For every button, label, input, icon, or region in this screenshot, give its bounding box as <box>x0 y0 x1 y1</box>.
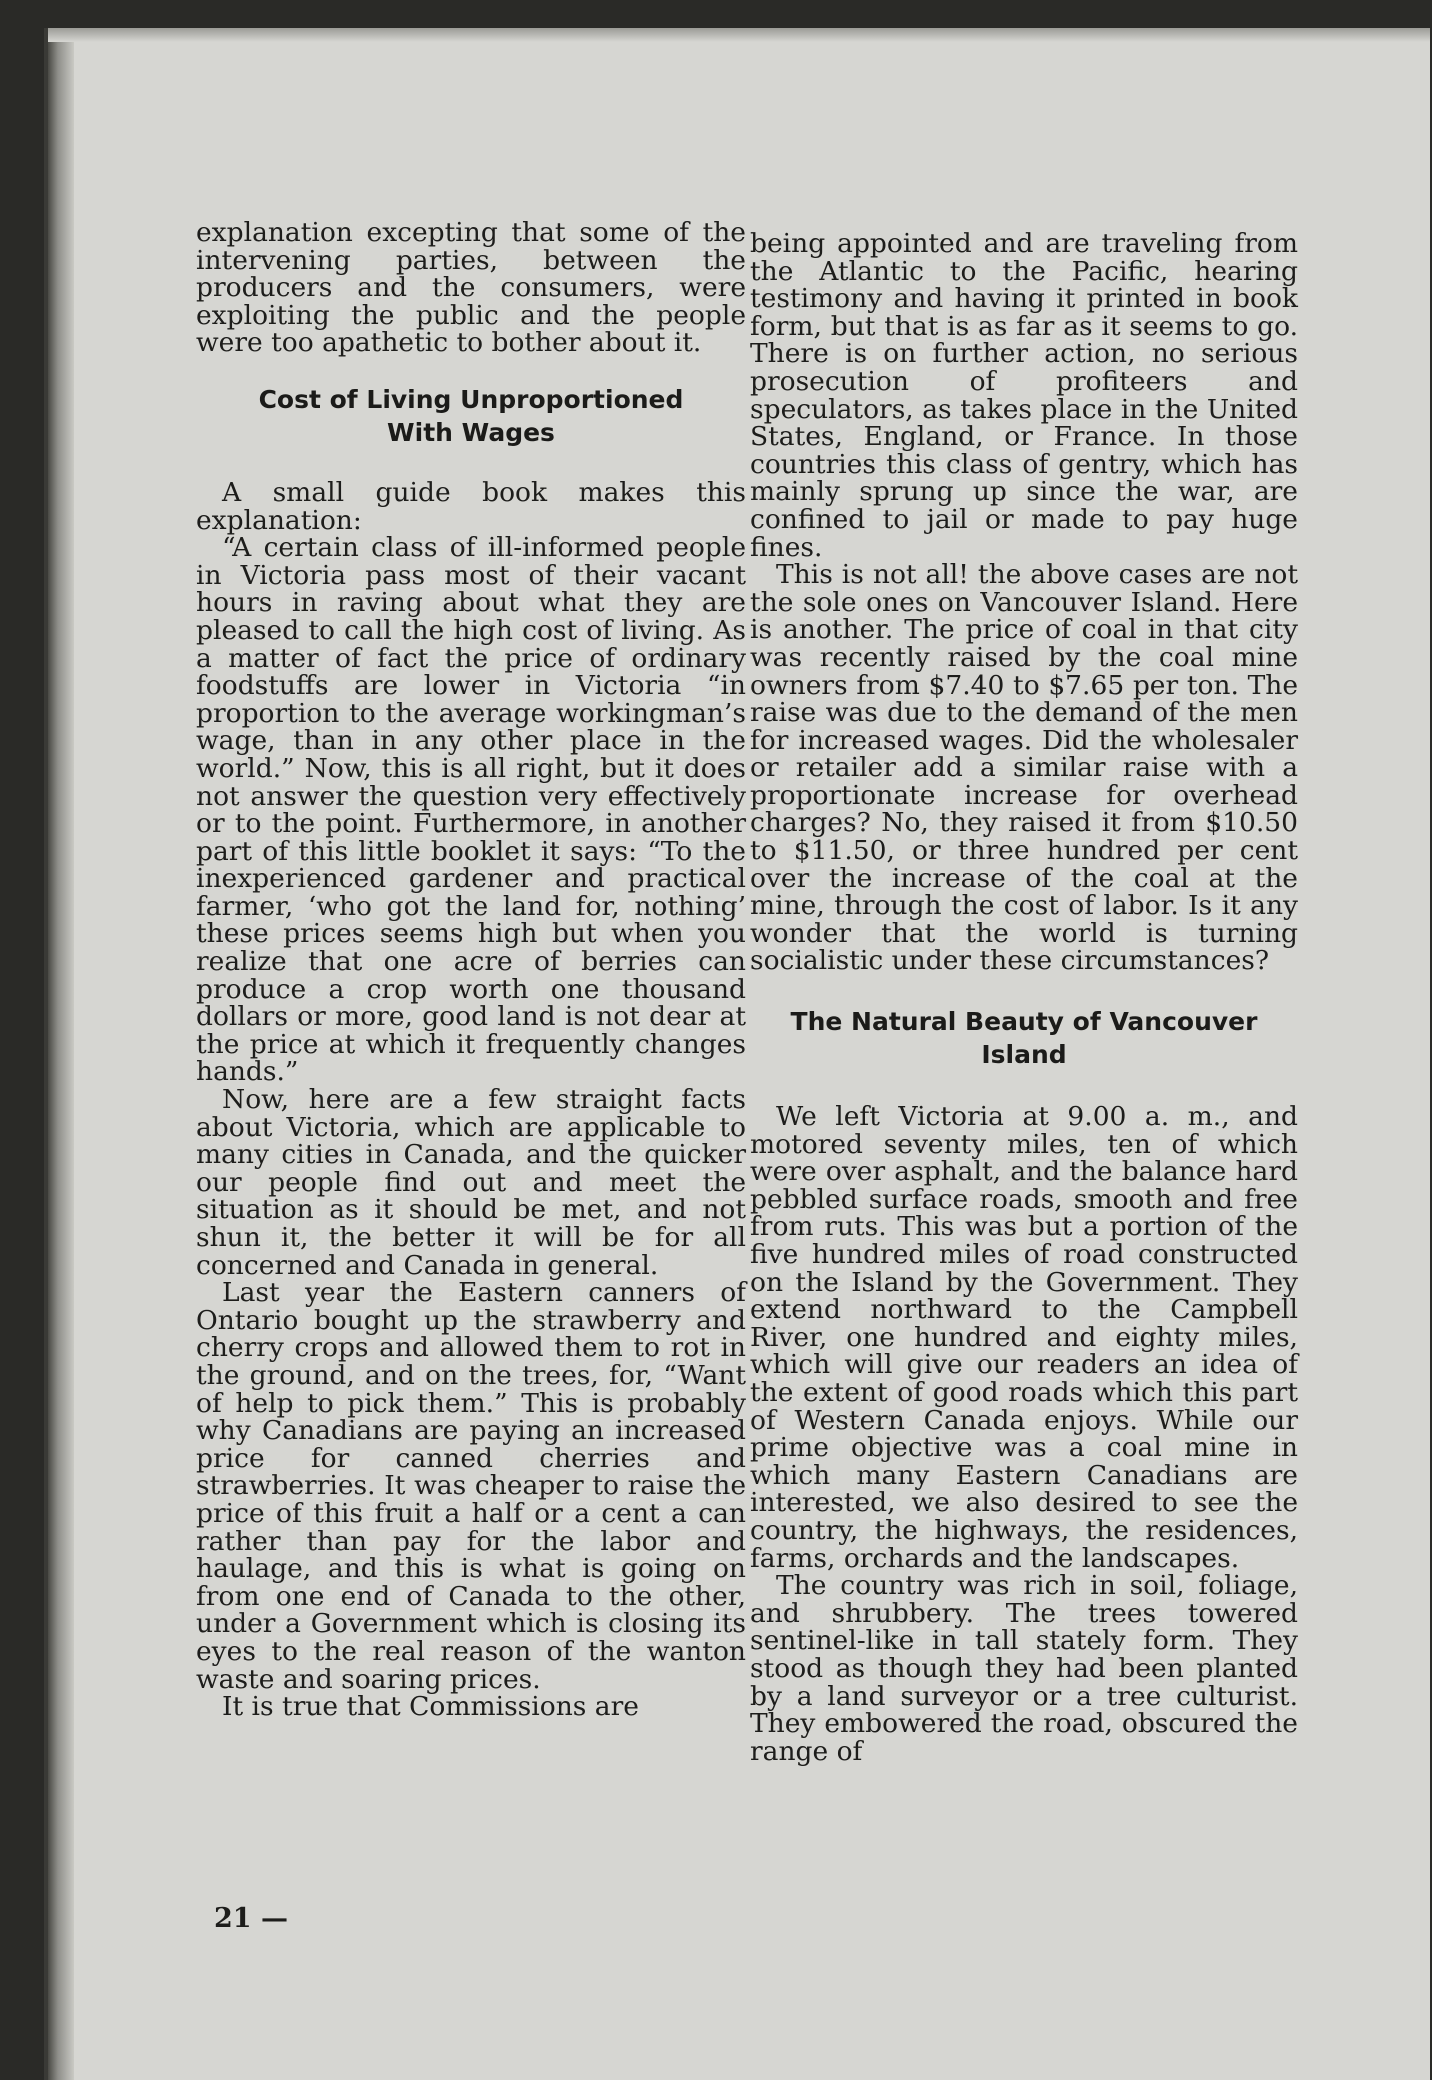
right-paragraph-3: We left Victoria at 9.00 a. m., and motored seventy miles, ten of which were over asphalt, and the balance hard pebbled surface roads, smooth and free from ruts. This was but a portion of the five hundred miles of road constructed on the Island by the Government. They extend northward to the Campbell River, one hundred and eighty miles, which will give our readers an idea of the extent of good roads which this part of Western Canada enjoys. While our prime objective was a coal mine in which many Eastern Canadians are interested, we also desired to see the country, the highways, the residences, farms, orchards and the landscapes. <box>750 1101 1298 1574</box>
heading-line-2: Island <box>981 1040 1067 1070</box>
left-paragraph-5: Last year the Eastern canners of Ontario bought up the strawberry and cherry crops and allowed them to rot in the ground, and on the trees, for, “Want of help to pick them.” This is probably why Canadians are paying an increased price for canned cherries and strawberries. It was cheaper to raise the price of this fruit a half or a cent a can rather than pay for the labor and haulage, and this is what is going on from one end of Canada to the other, under a Government which is closing its eyes to the real reason of the wanton waste and soaring prices. <box>196 1277 746 1695</box>
right-paragraph-4: The country was rich in soil, foliage, and shrubbery. The trees towered sentinel-like in tall stately form. They stood as though they had been planted by a land surveyor or a tree culturist. They embowered the road, obscured the range of <box>750 1570 1298 1767</box>
left-paragraph-1: explanation excepting that some of the intervening parties, between the producers and the consumers, were exploiting the public and the people were too apathetic to bother about it. <box>196 217 746 359</box>
heading-line-1: The Natural Beauty of Vancouver <box>790 1007 1258 1037</box>
heading-line-2: With Wages <box>387 417 555 447</box>
left-column <box>196 219 746 1721</box>
left-paragraph-4: Now, here are a few straight facts about Victoria, which are applicable to many cities in Canada, and the quicker our people find out and meet the situation as it should be met, and not shun it, the better it will be for all concerned and Canada in general. <box>196 1084 746 1281</box>
page-number: 21 — <box>214 1903 288 1934</box>
left-paragraph-6: It is true that Commissions are <box>222 1691 639 1723</box>
right-paragraph-2: This is not all! the above cases are not the sole ones on Vancouver Island. Here is another. The price of coal in that city was recently raised by the coal mine owners from $7.40 to $7.65 per ton. The raise was due to the demand of the men for increased wages. Did the wholesaler or retailer add a similar raise with a proportionate increase for overhead charges? No, they raised it from $10.50 to $11.50, or three hundred per cent over the increase of the coal at the mine, through the cost of labor. Is it any wonder that the world is turning socialistic under these circumstances? <box>750 559 1298 977</box>
left-paragraph-3: “A certain class of ill-informed people in Victoria pass most of their vacant hours in raving about what they are pleased to call the high cost of living. As a matter of fact the price of ordinary foodstuffs are lower in Victoria “in proportion to the average workingman’s wage, than in any other place in the world.” Now, this is all right, but it does not answer the question very effectively or to the point. Furthermore, in another part of this little booklet it says: “To the inexperienced gardener and practical farmer, ‘who got the land for, nothing’ these prices seems high but when you realize that one acre of berries can produce a crop worth one thousand dollars or more, good land is not dear at the price at which it frequently changes hands.” <box>196 532 746 1088</box>
right-column <box>750 230 1298 1765</box>
heading-line-1: Cost of Living Unproportioned <box>258 384 684 414</box>
left-paragraph-2: A small guide book makes this explanation: <box>196 476 746 536</box>
section-heading-cost-of-living <box>196 383 746 449</box>
right-paragraph-1: being appointed and are traveling from the Atlantic to the Pacific, hearing testimony and having it printed in book form, but that is as far as it seems to go. There is on further action, no serious prosecution of profiteers and speculators, as takes place in the United States, England, or France. In those countries this class of gentry, which has mainly sprung up since the war, are confined to jail or made to pay huge fines. <box>750 228 1298 563</box>
section-heading-natural-beauty <box>750 1005 1298 1071</box>
